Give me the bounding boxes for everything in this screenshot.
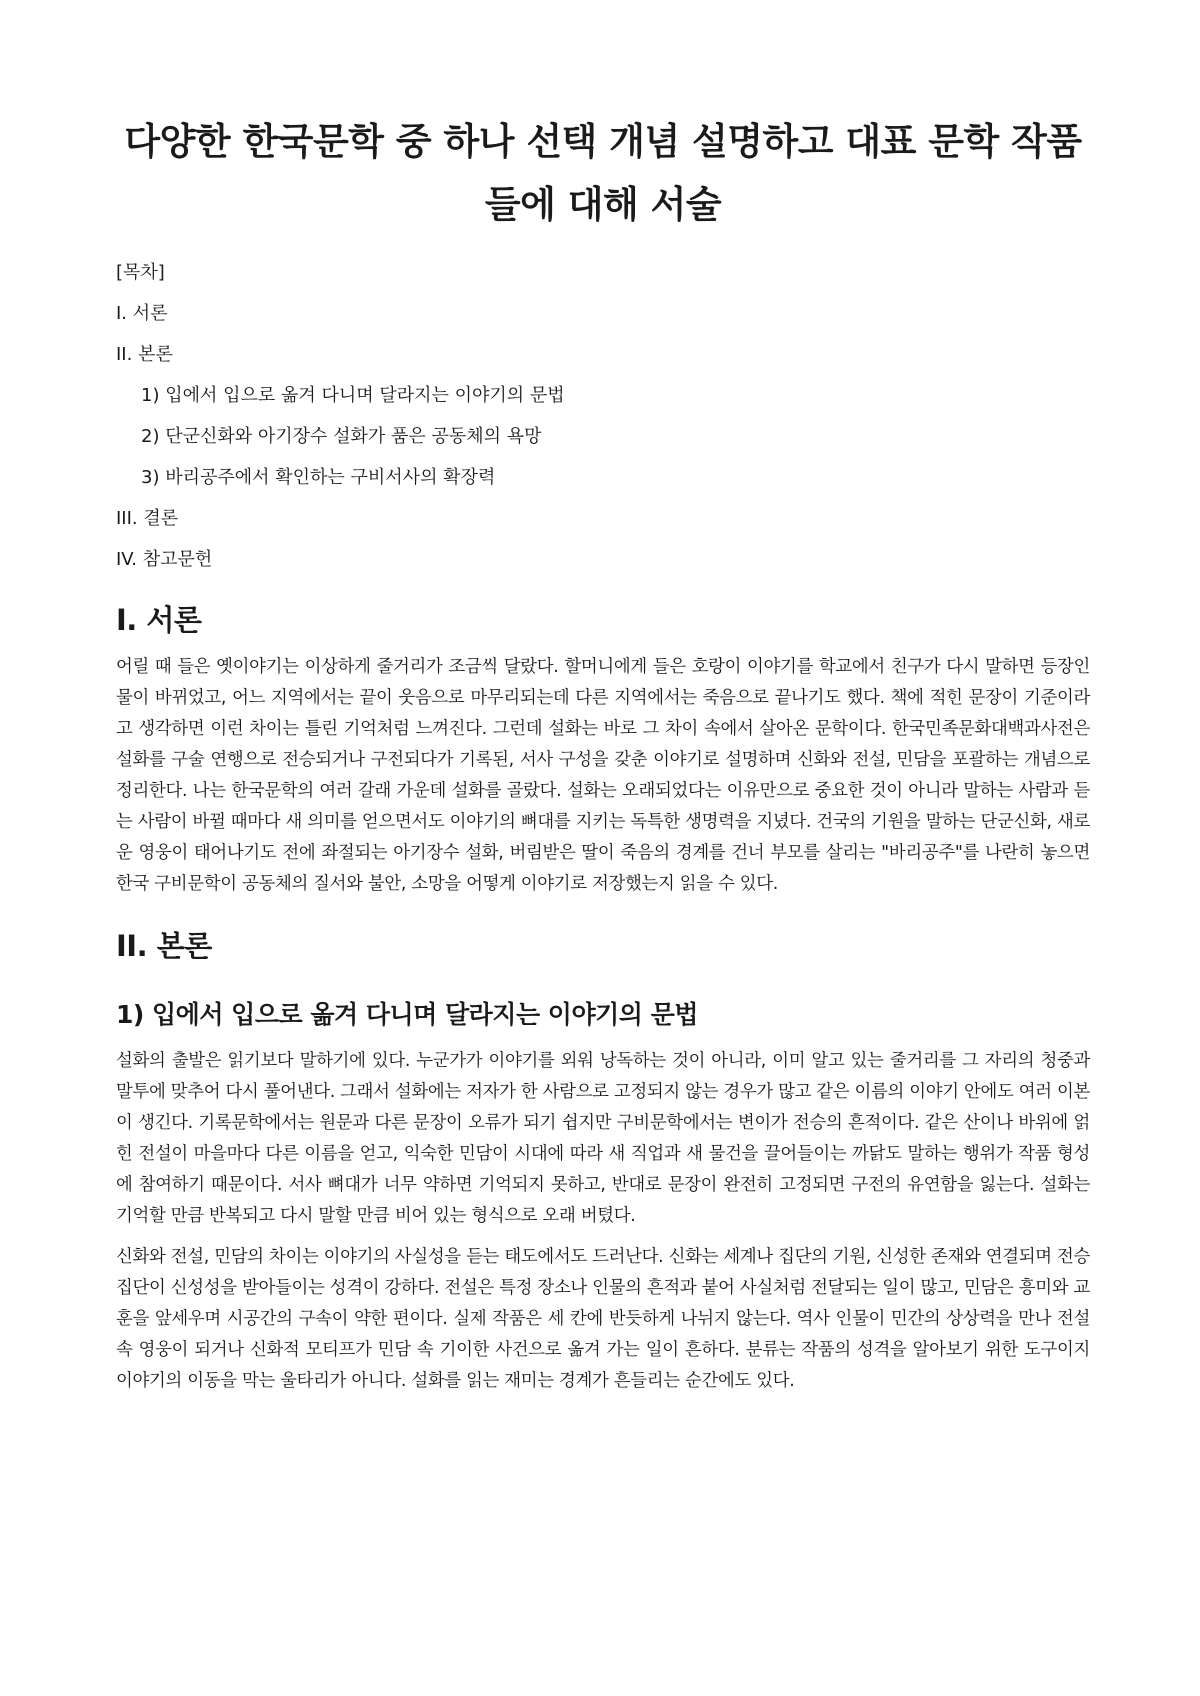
toc-item-body: II. 본론 xyxy=(116,344,173,365)
subsection-heading-1: 1) 입에서 입으로 옮겨 다니며 달라지는 이야기의 문법 xyxy=(116,1000,698,1029)
body-paragraph-1: 설화의 출발은 읽기보다 말하기에 있다. 누군가가 이야기를 외워 낭독하는 것이 아니라, 이미 알고 있는 줄거리를 그 자리의 청중과 말투에 맞추어 다시 풀어낸다. 그래서 설화에는 저자가 한 사람으로 고정되지 않는 경우가 많고 같은 이름의 이야기 안에도 여러 이본이 생긴다. 기록문학에서는 원문과 다른 문장이 오류가 되기 쉽지만 구비문학에서는 변이가 전승의 흔적이다. 같은 산이나 바위에 얽힌 전설이 마을마다 다른 이름을 얻고, 익숙한 민담이 시대에 따라 새 직업과 새 물건을 끌어들이는 까닭도 말하는 행위가 작품 형성에 참여하기 때문이다. 서사 뼈대가 너무 약하면 기억되지 못하고, 반대로 문장이 완전히 고정되면 구전의 유연함을 잃는다. 설화는 기억할 만큼 반복되고 다시 말할 만큼 비어 있는 형식으로 오래 버텼다. xyxy=(116,1051,1091,1226)
section-heading-intro: I. 서론 xyxy=(116,603,202,637)
toc-item-body-1: 1) 입에서 입으로 옮겨 다니며 달라지는 이야기의 문법 xyxy=(141,385,565,406)
section-heading-body: II. 본론 xyxy=(116,929,212,963)
table-of-contents xyxy=(116,258,1090,586)
document-title: 다양한 한국문학 중 하나 선택 개념 설명하고 대표 문학 작품들에 대해 서술 xyxy=(124,120,1082,226)
body-paragraph-2: 신화와 전설, 민담의 차이는 이야기의 사실성을 듣는 태도에서도 드러난다. 신화는 세계나 집단의 기원, 신성한 존재와 연결되며 전승 집단이 신성성을 받아들이는 성격이 강하다. 전설은 특정 장소나 인물의 흔적과 붙어 사실처럼 전달되는 일이 많고, 민담은 흥미와 교훈을 앞세우며 시공간의 구속이 약한 편이다. 실제 작품은 세 칸에 반듯하게 나뉘지 않는다. 역사 인물이 민간의 상상력을 만나 전설 속 영웅이 되거나 신화적 모티프가 민담 속 기이한 사건으로 옮겨 가는 일이 흔하다. 분류는 작품의 성격을 알아보기 위한 도구이지 이야기의 이동을 막는 울타리가 아니다. 설화를 읽는 재미는 경계가 흔들리는 순간에도 있다. xyxy=(116,1247,1090,1391)
toc-item-intro: I. 서론 xyxy=(116,303,168,324)
toc-heading: [목차] xyxy=(116,262,165,283)
toc-item-references: IV. 참고문헌 xyxy=(116,549,213,570)
intro-paragraph: 어릴 때 들은 옛이야기는 이상하게 줄거리가 조금씩 달랐다. 할머니에게 들은 호랑이 이야기를 학교에서 친구가 다시 말하면 등장인물이 바뀌었고, 어느 지역에서는 끝이 웃음으로 마무리되는데 다른 지역에서는 죽음으로 끝나기도 했다. 책에 적힌 문장이 기준이라고 생각하면 이런 차이는 틀린 기억처럼 느껴진다. 그런데 설화는 바로 그 차이 속에서 살아온 문학이다. 한국민족문화대백과사전은 설화를 구술 연행으로 전승되거나 구전되다가 기록된, 서사 구성을 갖춘 이야기로 설명하며 신화와 전설, 민담을 포괄하는 개념으로 정리한다. 나는 한국문학의 여러 갈래 가운데 설화를 골랐다. 설화는 오래되었다는 이유만으로 중요한 것이 아니라 말하는 사람과 듣는 사람이 바뀔 때마다 새 의미를 얻으면서도 이야기의 뼈대를 지키는 독특한 생명력을 지녔다. 건국의 기원을 말하는 단군신화, 새로운 영웅이 태어나기도 전에 좌절되는 아기장수 설화, 버림받은 딸이 죽음의 경계를 건너 부모를 살리는 "바리공주"를 나란히 놓으면 한국 구비문학이 공동체의 질서와 불안, 소망을 어떻게 이야기로 저장했는지 읽을 수 있다. xyxy=(116,657,1090,894)
toc-item-body-3: 3) 바리공주에서 확인하는 구비서사의 확장력 xyxy=(141,467,496,488)
toc-item-conclusion: III. 결론 xyxy=(116,508,179,529)
toc-item-body-2: 2) 단군신화와 아기장수 설화가 품은 공동체의 욕망 xyxy=(141,426,542,447)
